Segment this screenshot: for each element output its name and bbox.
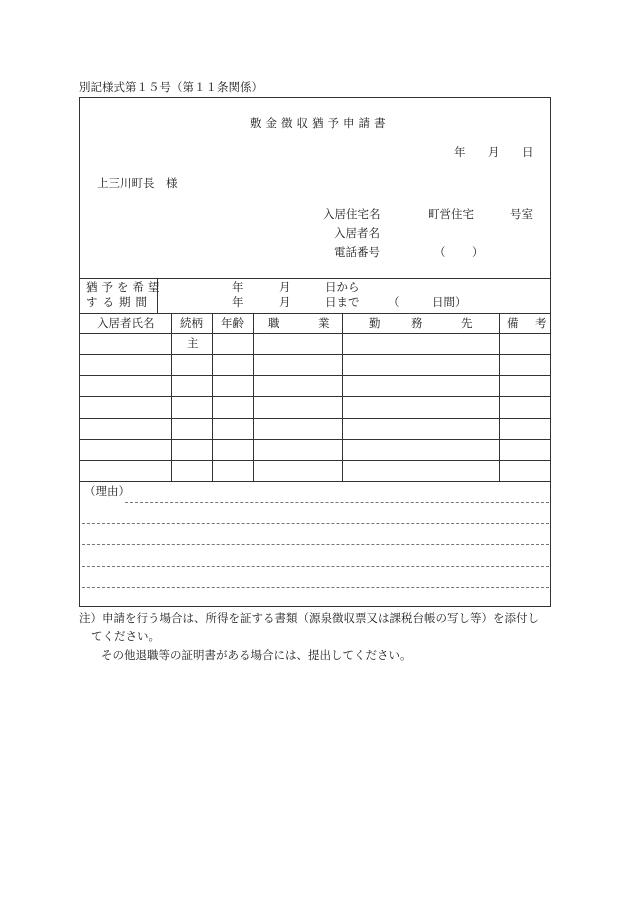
table-bottom-line	[80, 481, 550, 482]
form-title: 敷金徴収猶予申請書	[250, 116, 390, 130]
reason-line	[82, 523, 549, 524]
table-row-line	[80, 460, 550, 461]
header-age: 年齢	[221, 316, 244, 330]
column-divider	[253, 313, 254, 481]
table-row-line	[80, 396, 550, 397]
column-divider	[171, 313, 172, 481]
header-remarks-2: 考	[535, 316, 547, 330]
header-remarks-1: 備	[507, 316, 519, 330]
note-line2: てください。	[91, 629, 160, 643]
table-header-top-line	[80, 313, 550, 314]
header-relation: 続柄	[180, 316, 203, 330]
date-day: 日	[522, 145, 534, 159]
first-row-relation: 主	[187, 336, 199, 350]
note-line3: その他退職等の証明書がある場合には、提出してください。	[101, 648, 412, 662]
reason-line	[82, 587, 549, 588]
period-days-paren: （	[388, 295, 400, 309]
phone-paren-open: （	[434, 245, 446, 259]
column-divider	[499, 313, 500, 481]
column-divider	[212, 313, 213, 481]
reason-line	[82, 566, 549, 567]
period-label-line2: する期間	[86, 295, 152, 309]
phone-paren-close: ）	[472, 245, 484, 259]
resident-name-label: 入居者名	[334, 226, 380, 240]
header-resident-name: 入居者氏名	[97, 316, 155, 330]
column-divider	[342, 313, 343, 481]
house-value: 町営住宅	[428, 207, 474, 221]
header-workplace-2: 務	[411, 316, 423, 330]
table-row-line	[80, 354, 550, 355]
table-row-line	[80, 439, 550, 440]
table-row-line	[80, 418, 550, 419]
note-line1: 注）申請を行う場合は、所得を証する書類（源泉徴収票又は課税台帳の写し等）を添付し	[79, 611, 539, 625]
addressee: 上三川町長 様	[97, 176, 178, 190]
reason-line	[82, 544, 549, 545]
header-workplace-3: 先	[461, 316, 473, 330]
period-to-month: 月	[279, 295, 291, 309]
table-header-bottom-line	[80, 333, 550, 334]
period-from-suffix: 日から	[325, 280, 360, 294]
period-to-year: 年	[232, 295, 244, 309]
header-occupation-2: 業	[318, 316, 330, 330]
reason-line	[125, 502, 549, 503]
period-days-label: 日間）	[432, 295, 467, 309]
period-from-year: 年	[232, 280, 244, 294]
header-occupation-1: 職	[268, 316, 280, 330]
phone-label: 電話番号	[334, 245, 380, 259]
room-label: 号室	[510, 207, 533, 221]
date-year: 年	[454, 145, 466, 159]
period-top-line	[80, 278, 550, 279]
reason-label: （理由）	[84, 484, 130, 498]
form-reference: 別記様式第１５号（第１１条関係）	[79, 80, 263, 94]
date-month: 月	[488, 145, 500, 159]
period-label-line1: 猶予を希望	[86, 280, 164, 294]
header-workplace-1: 勤	[369, 316, 381, 330]
period-from-month: 月	[279, 280, 291, 294]
house-label: 入居住宅名	[323, 207, 381, 221]
period-to-suffix: 日まで	[325, 295, 360, 309]
application-form	[79, 97, 551, 607]
table-row-line	[80, 375, 550, 376]
